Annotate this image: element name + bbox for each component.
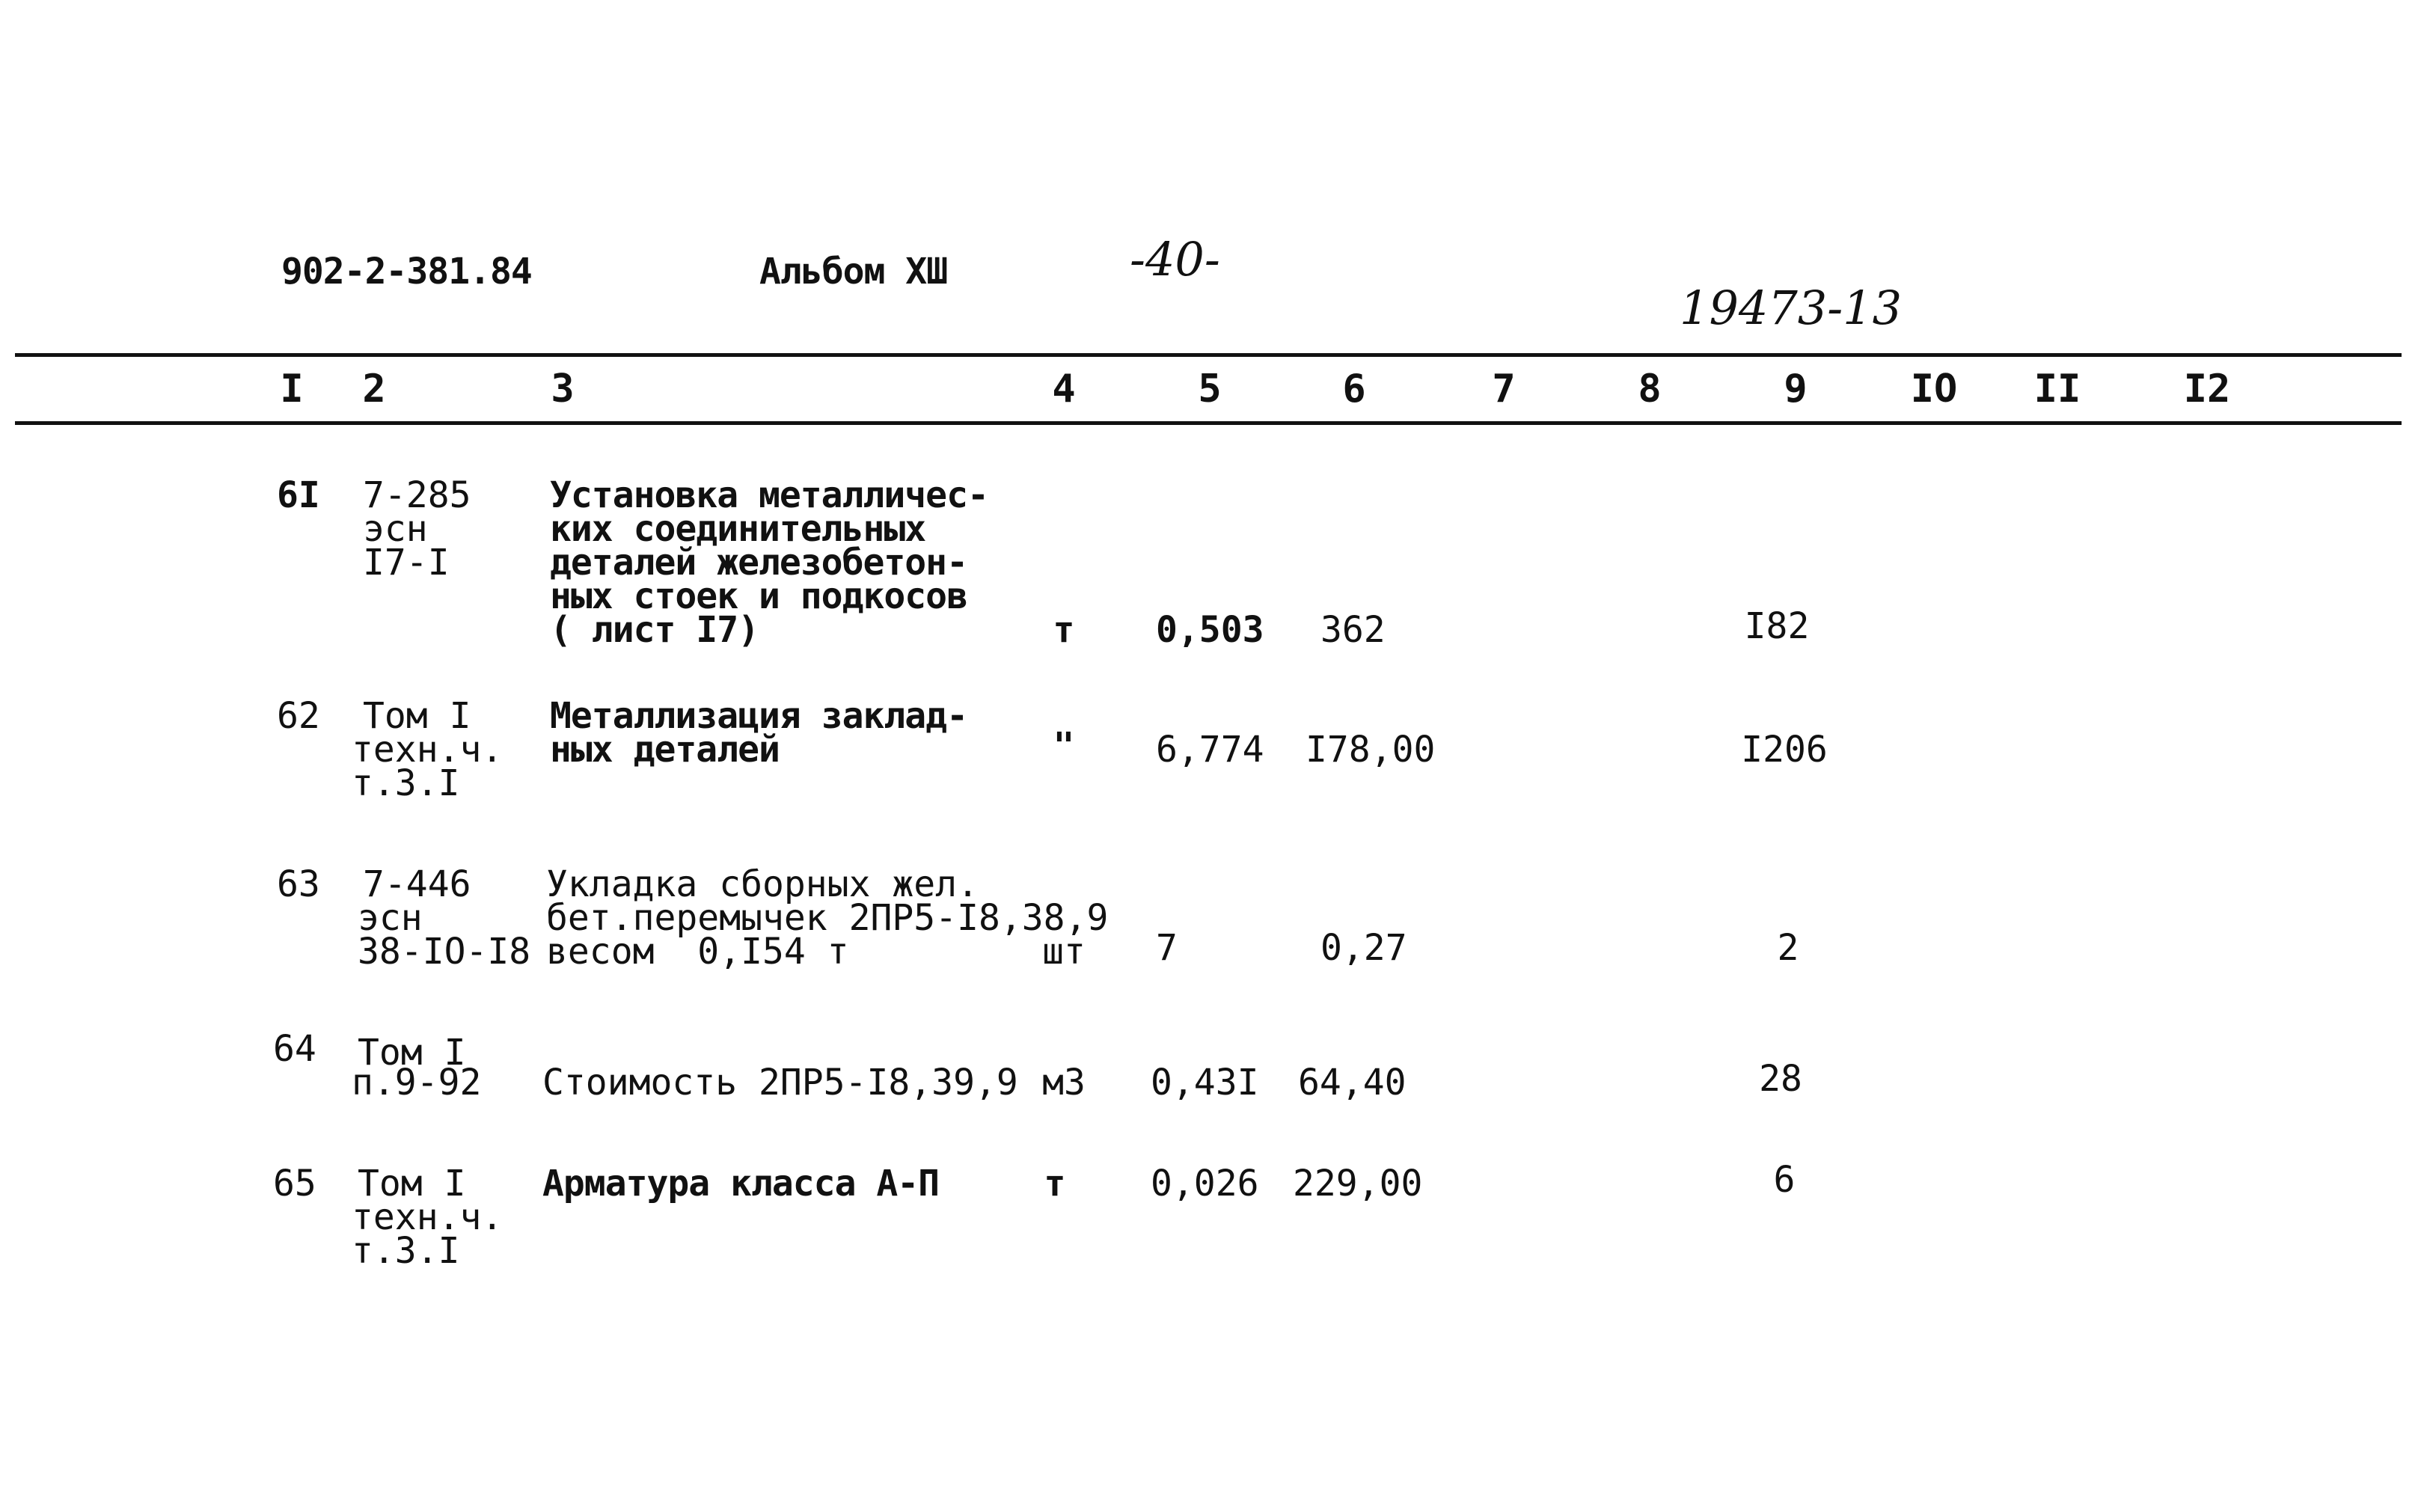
reference-line: п.9-92 <box>352 1062 482 1104</box>
description-line: ных деталей <box>550 729 780 771</box>
description-line: Установка металличес- <box>550 474 988 516</box>
column-number: 8 <box>1638 367 1662 411</box>
reference-line: Том I <box>358 1032 466 1074</box>
reference-line: т.3.I <box>352 1230 460 1272</box>
unit-price: 229,00 <box>1293 1163 1423 1205</box>
unit: шт <box>1042 931 1086 973</box>
reference-line: I7-I <box>363 542 450 584</box>
column-number: 2 <box>362 367 386 411</box>
quantity: 0,503 <box>1156 609 1264 651</box>
column-number: 3 <box>551 367 575 411</box>
quantity: 6,774 <box>1156 729 1264 771</box>
description-line: ких соединительных <box>550 508 926 550</box>
reference-line: 38-IO-I8 <box>358 931 531 973</box>
row-number: 6I <box>277 474 320 516</box>
table-header-rule <box>15 421 2402 425</box>
doc-code: 902-2-381.84 <box>281 251 532 293</box>
column-number: 4 <box>1052 367 1076 411</box>
quantity: 0,43I <box>1151 1062 1259 1104</box>
description-line: бет.перемычек 2ПР5-I8,38,9 <box>546 897 1109 939</box>
unit: т <box>1044 1163 1066 1205</box>
column-number: 6 <box>1342 367 1366 411</box>
page-number: -40- <box>1130 232 1220 287</box>
unit-price: 0,27 <box>1320 927 1407 969</box>
total-cost: I206 <box>1741 729 1828 771</box>
row-number: 63 <box>277 863 320 905</box>
table-top-rule <box>15 353 2402 357</box>
description-line: деталей железобетон- <box>550 542 967 584</box>
reference-line: Том I <box>363 695 471 737</box>
unit: " <box>1053 725 1075 767</box>
reference-line: эсн <box>363 508 428 550</box>
reference-line: техн.ч. <box>352 1196 504 1238</box>
quantity: 0,026 <box>1151 1163 1259 1205</box>
unit-price: 64,40 <box>1298 1062 1407 1104</box>
description-line: Стоимость 2ПР5-I8,39,9 <box>542 1062 1018 1104</box>
description-line: ( лист I7) <box>550 609 759 651</box>
description-line: весом 0,I54 т <box>546 931 849 973</box>
reference-line: 7-285 <box>363 474 471 516</box>
total-cost: 2 <box>1777 927 1799 969</box>
reference-line: т.3.I <box>352 762 460 804</box>
column-number: IO <box>1910 367 1958 411</box>
reference-line: техн.ч. <box>352 729 504 771</box>
reference-line: эсн <box>358 897 423 939</box>
description-line: Арматура класса А-П <box>542 1163 940 1205</box>
reference-line: 7-446 <box>363 863 471 905</box>
row-number: 65 <box>273 1163 316 1205</box>
unit: м3 <box>1042 1062 1086 1104</box>
column-number: 5 <box>1198 367 1222 411</box>
total-cost: 28 <box>1759 1058 1802 1100</box>
column-number: I <box>280 367 304 411</box>
description-line: Металлизация заклад- <box>550 695 967 737</box>
unit-price: I78,00 <box>1306 729 1436 771</box>
reference-line: Том I <box>358 1163 466 1205</box>
row-number: 62 <box>277 695 320 737</box>
album-title: Альбом ХШ <box>759 251 948 293</box>
row-number: 64 <box>273 1028 316 1070</box>
column-number: II <box>2033 367 2081 411</box>
column-number: 7 <box>1492 367 1516 411</box>
handwritten-number: 19473-13 <box>1680 281 1903 335</box>
unit: т <box>1053 609 1075 651</box>
total-cost: I82 <box>1744 605 1810 647</box>
total-cost: 6 <box>1773 1159 1796 1201</box>
description-line: ных стоек и подкосов <box>550 575 967 617</box>
column-number: 9 <box>1784 367 1808 411</box>
description-line: Укладка сборных жел. <box>546 863 979 905</box>
column-number: I2 <box>2183 367 2231 411</box>
unit-price: 362 <box>1320 609 1386 651</box>
quantity: 7 <box>1156 927 1178 969</box>
